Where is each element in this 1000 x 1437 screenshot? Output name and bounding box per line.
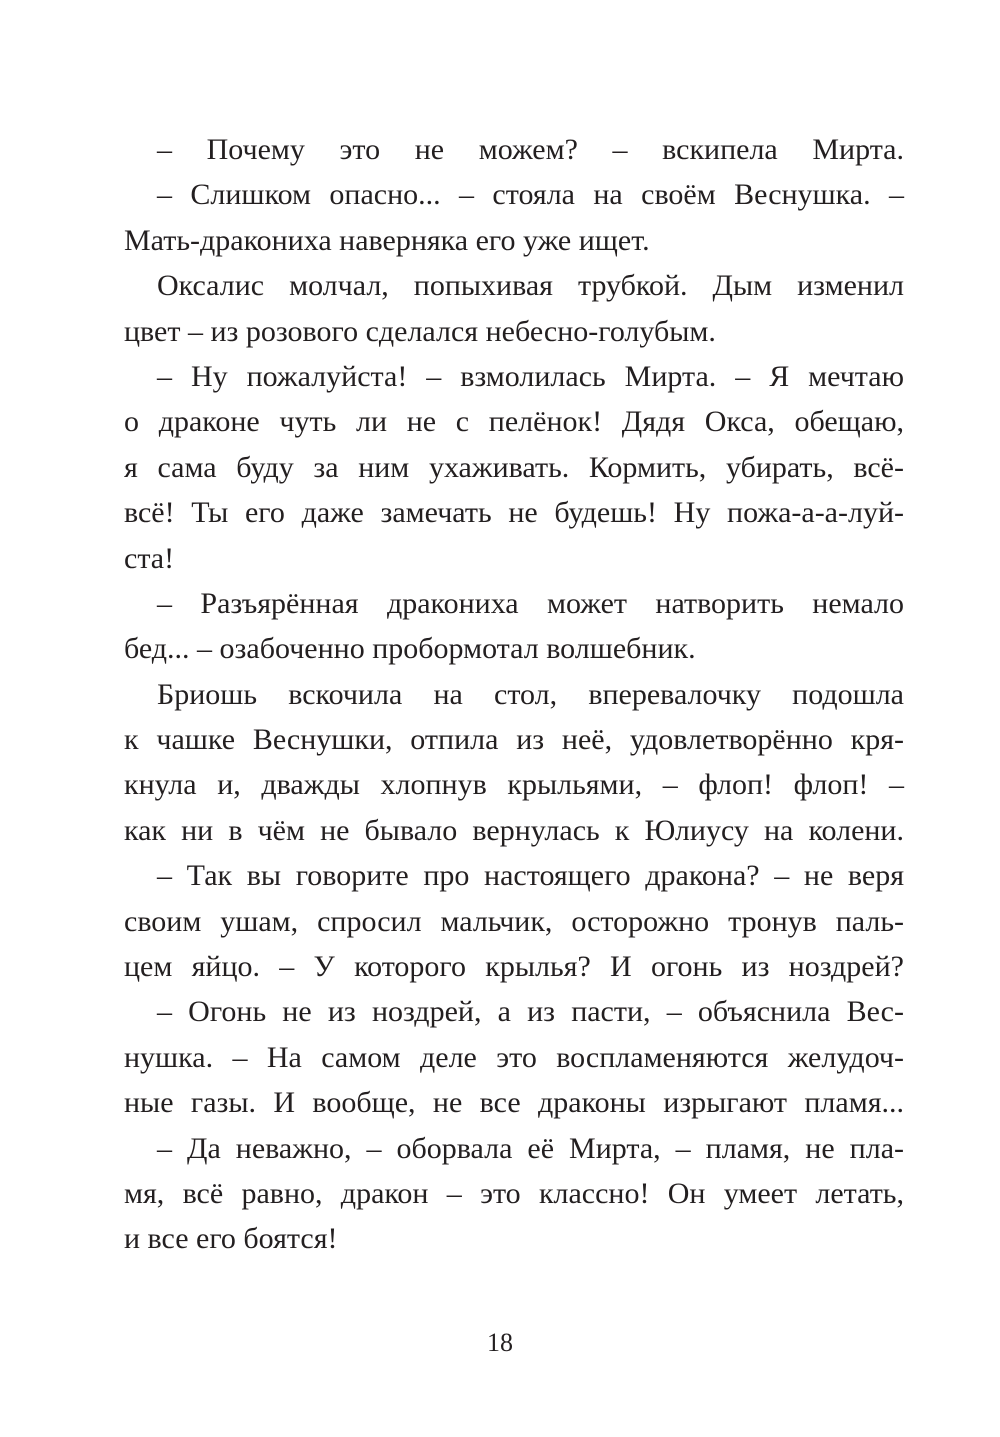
text-line: своим ушам, спросил мальчик, осторожно тронув паль-	[124, 904, 904, 938]
text-line: как ни в чём не бывало вернулась к Юлиусу на колени.	[124, 813, 904, 847]
text-line: цвет – из розового сделался небесно-голубым.	[124, 314, 716, 348]
text-line: и все его боятся!	[124, 1222, 338, 1256]
page-number: 18	[487, 1328, 513, 1357]
text-line: я сама буду за ним ухаживать. Кормить, убирать, всё-	[124, 450, 904, 484]
text-line: о драконе чуть ли не с пелёнок! Дядя Окса, обещаю,	[124, 405, 904, 439]
text-line: нушка. – На самом деле это воспламеняются желудоч-	[124, 1040, 904, 1074]
text-line: – Так вы говорите про настоящего дракона? – не веря	[157, 859, 904, 893]
text-line: кнула и, дважды хлопнув крыльями, – флоп! флоп! –	[124, 768, 904, 802]
text-line: – Разъярённая дракониха может натворить немало	[157, 586, 904, 620]
text-line: бед... – озабоченно пробормотал волшебник.	[124, 632, 696, 666]
text-line: ные газы. И вообще, не все драконы изрыгают пламя...	[124, 1086, 904, 1120]
text-line: к чашке Веснушки, отпила из неё, удовлетворённо кря-	[124, 723, 904, 757]
text-line: – Ну пожалуйста! – взмолилась Мирта. – Я мечтаю	[157, 359, 904, 393]
body-text	[124, 127, 904, 1262]
text-line: всё! Ты его даже замечать не будешь! Ну пожа-а-а-луй-	[124, 496, 904, 530]
text-line: – Слишком опасно... – стояла на своём Веснушка. –	[157, 178, 904, 212]
text-line: Мать-дракониха наверняка его уже ищет.	[124, 223, 650, 257]
text-line: цем яйцо. – У которого крылья? И огонь из ноздрей?	[124, 950, 904, 984]
text-line: – Огонь не из ноздрей, а из пасти, – объяснила Вес-	[157, 995, 904, 1029]
text-line: – Почему это не можем? – вскипела Мирта.	[157, 133, 904, 166]
text-line: Оксалис молчал, попыхивая трубкой. Дым изменил	[157, 269, 904, 303]
text-line: – Да неважно, – оборвала её Мирта, – пламя, не пла-	[157, 1131, 904, 1165]
text-line: мя, всё равно, дракон – это классно! Он умеет летать,	[124, 1176, 904, 1210]
text-line: Бриошь вскочила на стол, вперевалочку подошла	[157, 677, 904, 711]
text-line: ста!	[124, 541, 175, 575]
